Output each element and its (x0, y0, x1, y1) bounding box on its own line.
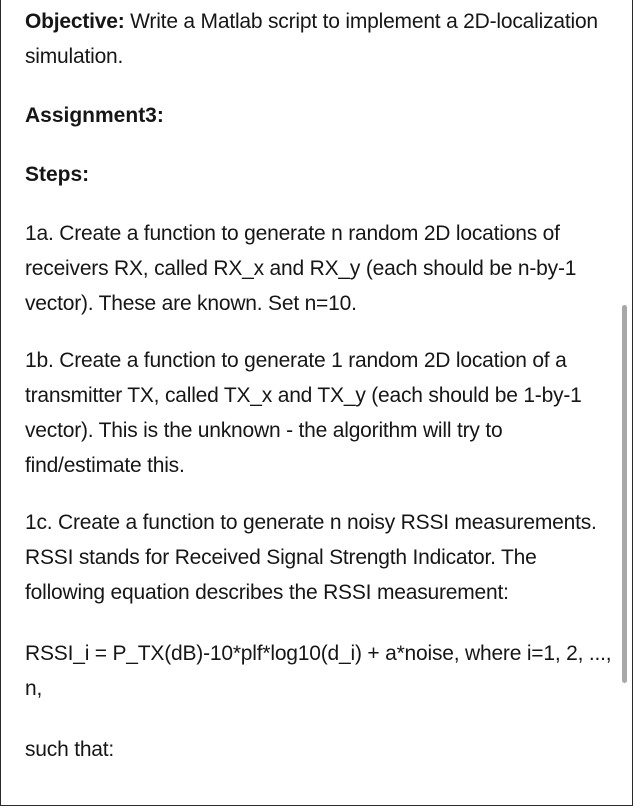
steps-heading: Steps: (25, 163, 90, 186)
objective-text: Write a Matlab script to implement a 2D-localization simulation. (25, 10, 598, 68)
step-1b: 1b. Create a function to generate 1 random 2D location of a transmitter TX, called TX_x and TX_y (each should be 1-by-1 vector). This is the unknown - the algorithm will try to find/estimate this. (25, 349, 582, 477)
assignment-content (25, 4, 615, 767)
step-1c: 1c. Create a function to generate n noisy RSSI measurements. RSSI stands for Received Signal Strength Indicator. The following equation describes the RSSI measurement: (25, 511, 597, 604)
step-1a: 1a. Create a function to generate n random 2D locations of receivers RX, called RX_x and RX_y (each should be n-by-1 vector). These are known. Set n=10. (25, 222, 577, 315)
vertical-scrollbar[interactable] (622, 305, 627, 683)
assignment-heading: Assignment3: (25, 104, 164, 127)
objective-label: Objective: (25, 10, 125, 33)
objective-paragraph (25, 4, 615, 74)
such-that-text: such that: (25, 738, 115, 761)
rssi-formula: RSSI_i = P_TX(dB)-10*plf*log10(d_i) + a*noise, where i=1, 2, ..., n, (25, 642, 612, 700)
